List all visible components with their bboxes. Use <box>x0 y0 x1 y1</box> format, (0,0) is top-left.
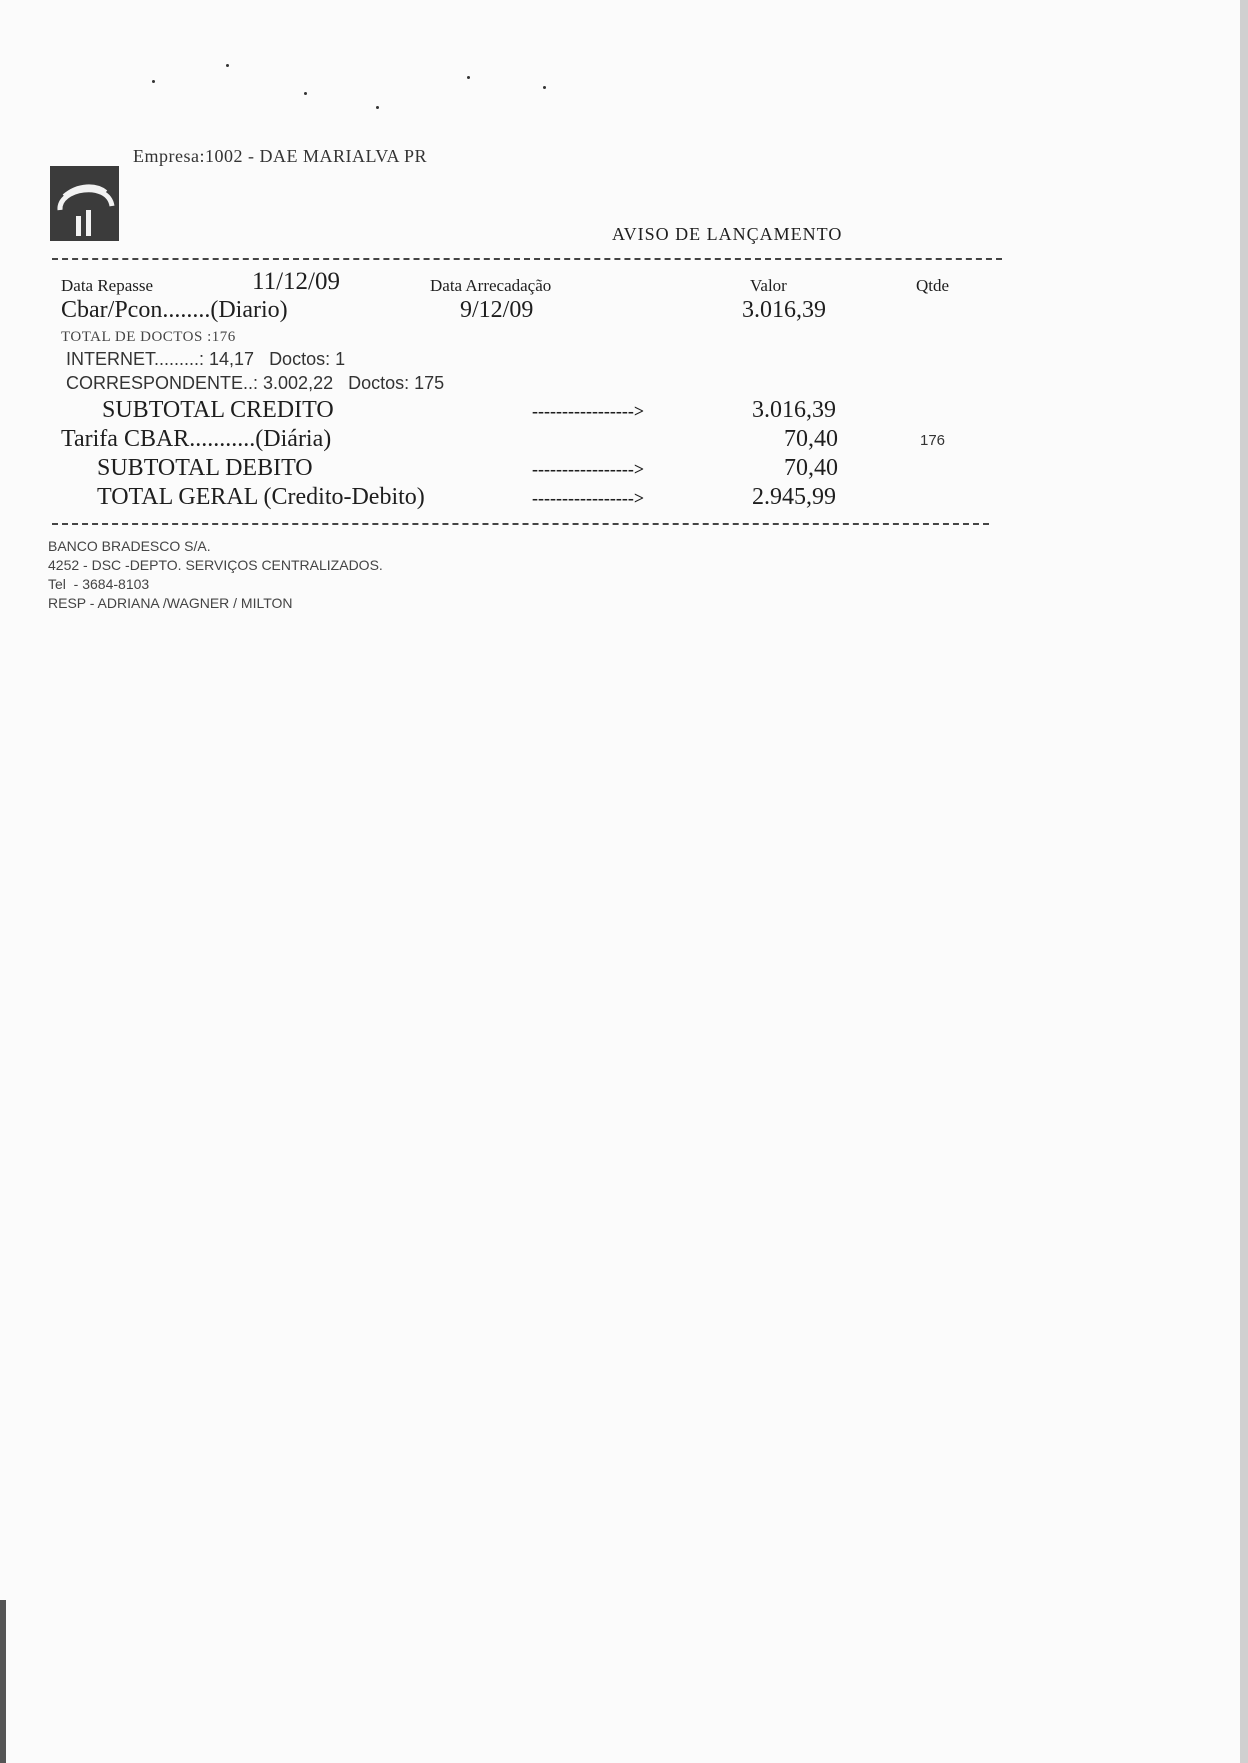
subtotal-credito-label: SUBTOTAL CREDITO <box>102 397 334 423</box>
scan-speck <box>467 76 470 79</box>
scan-speck <box>543 86 546 89</box>
footer-department: 4252 - DSC -DEPTO. SERVIÇOS CENTRALIZADOS. <box>48 557 383 573</box>
footer-responsible: RESP - ADRIANA /WAGNER / MILTON <box>48 595 293 611</box>
scan-edge-shadow <box>0 1600 6 1763</box>
subtotal-debito-label: SUBTOTAL DEBITO <box>97 455 313 481</box>
tarifa-cbar-label: Tarifa CBAR...........(Diária) <box>61 426 332 452</box>
data-arrecadacao-label: Data Arrecadação <box>430 276 552 295</box>
total-geral-arrow: -----------------> <box>532 488 645 508</box>
bradesco-logo-icon <box>50 166 119 241</box>
subtotal-debito-arrow: -----------------> <box>532 459 645 479</box>
footer-bank: BANCO BRADESCO S/A. <box>48 538 211 554</box>
internet-line: INTERNET.........: 14,17 Doctos: 1 <box>66 349 346 369</box>
data-repasse-label: Data Repasse <box>61 276 154 295</box>
tarifa-cbar-valor: 70,40 <box>784 426 838 452</box>
tarifa-cbar-qtde: 176 <box>920 432 946 449</box>
valor-label: Valor <box>750 276 787 295</box>
footer-phone: Tel - 3684-8103 <box>48 576 150 592</box>
cbar-pcon-label: Cbar/Pcon........(Diario) <box>61 297 288 323</box>
top-divider <box>52 258 1002 260</box>
empresa-label: Empresa:1002 - DAE MARIALVA PR <box>133 146 428 166</box>
total-doctos: TOTAL DE DOCTOS :176 <box>61 329 236 345</box>
scan-edge-right <box>1240 0 1248 1763</box>
scan-speck <box>226 64 229 67</box>
qtde-label: Qtde <box>916 276 950 295</box>
document-title: AVISO DE LANÇAMENTO <box>612 224 843 244</box>
subtotal-credito-arrow: -----------------> <box>532 401 645 421</box>
total-geral-label: TOTAL GERAL (Credito-Debito) <box>97 484 425 510</box>
data-repasse-value: 11/12/09 <box>252 268 340 295</box>
cbar-pcon-valor: 3.016,39 <box>742 297 826 323</box>
subtotal-debito-valor: 70,40 <box>784 455 838 481</box>
scan-speck <box>304 92 307 95</box>
subtotal-credito-valor: 3.016,39 <box>752 397 836 423</box>
scan-speck <box>152 80 155 83</box>
total-geral-valor: 2.945,99 <box>752 484 836 510</box>
scan-speck <box>376 106 379 109</box>
bottom-divider <box>52 523 989 525</box>
correspondente-line: CORRESPONDENTE..: 3.002,22 Doctos: 175 <box>66 373 445 393</box>
data-arrecadacao-value: 9/12/09 <box>460 297 534 323</box>
